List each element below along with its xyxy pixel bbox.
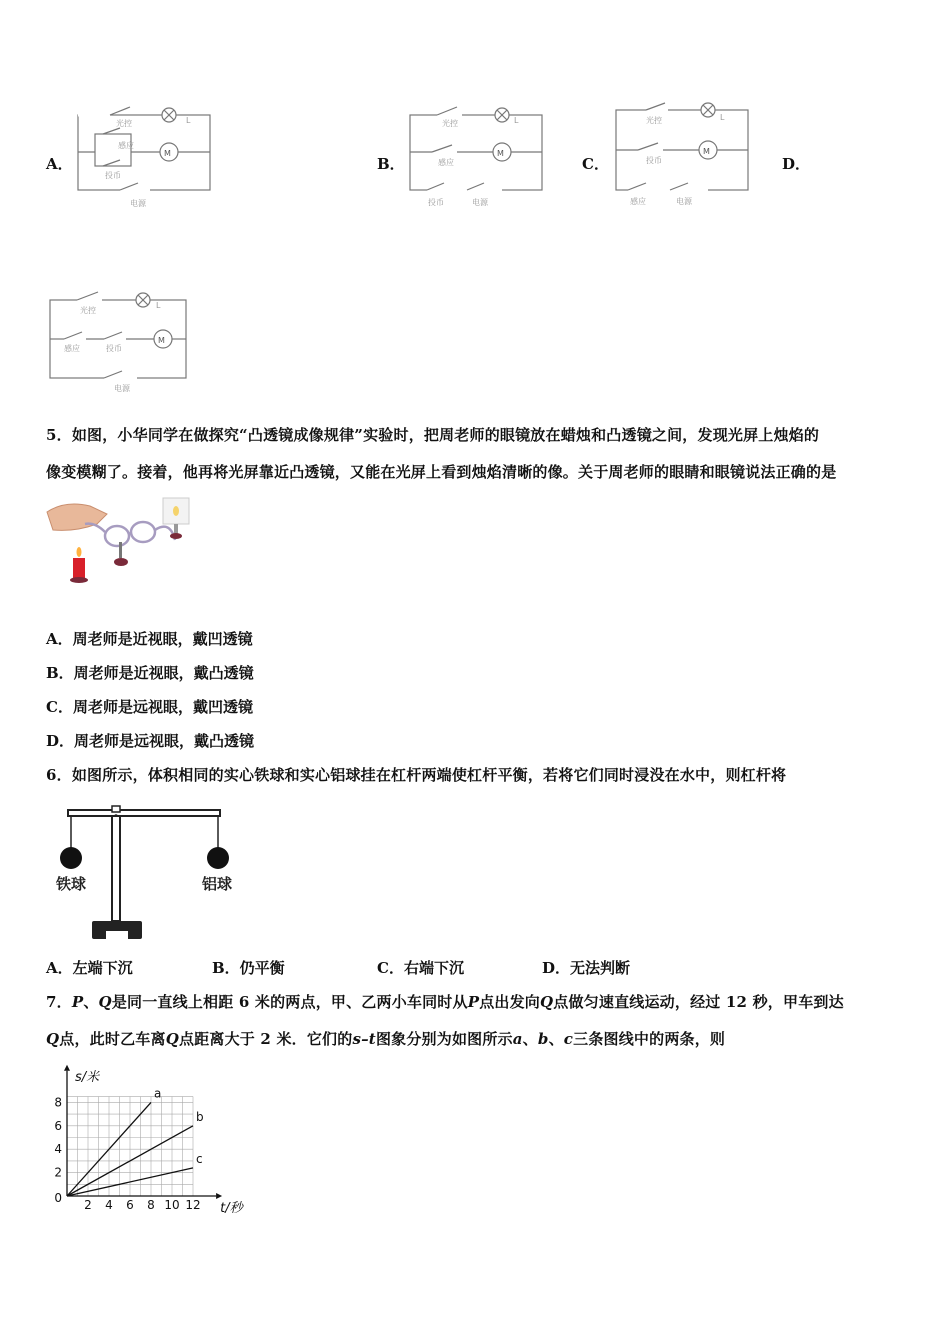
aluminum-ball-label: 铝球 xyxy=(202,875,233,893)
label-coin-switch: 投币 xyxy=(428,198,444,207)
q7-text-7: 三条图线中的两条，则 xyxy=(573,1030,726,1048)
q7-stem-line2: Q点，此时乙车离Q点距离大于 2 米．它们的s–t图象分别为如图所示a、b、c三条图线中的两条，则 xyxy=(46,1030,726,1048)
st-graph xyxy=(40,1060,260,1220)
q6-choice-b[interactable]: B．仍平衡 xyxy=(212,959,285,977)
q7-text-4: 点，此时乙车离 xyxy=(59,1030,166,1048)
q7-stem-line1 xyxy=(46,991,844,1012)
screen-stand xyxy=(170,533,182,539)
label-lamp: L xyxy=(514,116,519,125)
point-q: Q xyxy=(540,993,554,1011)
q6-lever-figure xyxy=(46,800,246,945)
q6-choice-c[interactable]: C．右端下沉 xyxy=(377,959,464,977)
label-lamp: L xyxy=(720,113,725,122)
label-motor: M xyxy=(158,336,165,345)
series-label-b: b xyxy=(196,1109,204,1124)
label-power: 电源 xyxy=(130,199,146,208)
label-light-switch: 光控 xyxy=(646,116,662,125)
y-axis-arrow xyxy=(64,1065,70,1071)
q5-choice-c[interactable]: C．周老师是远视眼，戴凹透镜 xyxy=(46,698,253,716)
label-sense-switch: 感应 xyxy=(630,197,646,206)
lever-support xyxy=(112,816,120,921)
option-d-label: D． xyxy=(782,155,811,173)
line-b-ref: b xyxy=(537,1030,549,1048)
circuit-diagram-c xyxy=(608,100,758,215)
flame-image xyxy=(173,506,179,516)
point-q: Q xyxy=(46,1030,60,1048)
label-power: 电源 xyxy=(114,384,130,393)
q7-text-5: 点距离大于 2 米．它们的 xyxy=(178,1030,353,1048)
circuit-diagram-b xyxy=(402,100,552,215)
separator: 、 xyxy=(83,993,99,1011)
label-lamp: L xyxy=(186,116,191,125)
option-b-label: B． xyxy=(377,155,405,173)
x-tick-label: 6 xyxy=(126,1198,134,1212)
q6-stem: 6．如图所示，体积相同的实心铁球和实心铝球挂在杠杆两端使杠杆平衡，若将它们同时浸没在水中，则杠杆将 xyxy=(46,766,787,784)
line-c-ref: c xyxy=(563,1030,574,1048)
line-a-ref: a xyxy=(512,1030,523,1048)
label-motor: M xyxy=(164,149,171,158)
candle xyxy=(73,558,85,578)
q7-number: 7． xyxy=(46,993,72,1011)
q5-choice-a[interactable]: A．周老师是近视眼，戴凹透镜 xyxy=(46,630,253,648)
option-a-label: A． xyxy=(46,155,73,173)
candle-flame xyxy=(77,547,82,557)
label-power: 电源 xyxy=(676,197,692,206)
y-axis-label: s/米 xyxy=(75,1069,100,1085)
aluminum-ball xyxy=(207,847,229,869)
q5-stem-line2: 像变模糊了。接着，他再将光屏靠近凸透镜，又能在光屏上看到烛焰清晰的像。关于周老师的眼睛和眼镜说法正确的是 xyxy=(46,463,837,481)
series-label-a: a xyxy=(154,1086,162,1101)
y-tick-label: 6 xyxy=(54,1118,62,1133)
label-lamp: L xyxy=(156,301,161,310)
point-q: Q xyxy=(98,993,112,1011)
point-p: P xyxy=(71,993,84,1011)
x-tick-label: 12 xyxy=(185,1198,201,1212)
q5-choice-d[interactable]: D．周老师是远视眼，戴凸透镜 xyxy=(46,732,255,750)
q7-text-1: 是同一直线上相距 6 米的两点，甲、乙两小车同时从 xyxy=(111,993,468,1011)
label-motor: M xyxy=(497,149,504,158)
x-tick-label: 2 xyxy=(84,1198,92,1212)
option-c-label: C． xyxy=(582,155,609,173)
label-light-switch: 光控 xyxy=(80,306,96,315)
label-coin-switch: 投币 xyxy=(105,171,121,180)
x-axis-arrow xyxy=(216,1193,222,1199)
label-coin-switch: 投币 xyxy=(646,156,662,165)
q5-choice-b[interactable]: B．周老师是近视眼，戴凸透镜 xyxy=(46,664,254,682)
label-light-switch: 光控 xyxy=(442,119,458,128)
lever-bar xyxy=(68,810,220,816)
label-sense-switch: 感应 xyxy=(118,141,134,150)
y-tick-label: 2 xyxy=(54,1165,62,1180)
point-q: Q xyxy=(165,1030,179,1048)
x-axis-label: t/秒 xyxy=(220,1201,243,1216)
q6-choice-d[interactable]: D．无法判断 xyxy=(542,959,631,977)
iron-ball xyxy=(60,847,82,869)
label-sense-switch: 感应 xyxy=(64,344,80,353)
q7-text-6: 图象分别为如图所示 xyxy=(375,1030,513,1048)
x-tick-label: 4 xyxy=(105,1198,113,1212)
x-tick-label: 10 xyxy=(164,1198,180,1212)
label-motor: M xyxy=(703,147,710,156)
q5-stem-line1: 5．如图，小华同学在做探究“凸透镜成像规律”实验时，把周老师的眼镜放在蜡烛和凸透镜之间，发现光屏上烛焰的 xyxy=(46,426,820,444)
lens-stand xyxy=(114,558,128,566)
iron-ball-label: 铁球 xyxy=(56,875,87,893)
eyeglasses-icon xyxy=(85,522,175,546)
q6-choice-a[interactable]: A．左端下沉 xyxy=(46,959,133,977)
circuit-diagram-d xyxy=(42,285,192,395)
point-p: P xyxy=(467,993,480,1011)
chart-grid xyxy=(67,1097,193,1196)
st-notation: s–t xyxy=(352,1030,376,1048)
x-tick-label: 8 xyxy=(147,1198,155,1212)
y-tick-label: 4 xyxy=(54,1142,62,1157)
series-label-c: c xyxy=(196,1151,203,1166)
label-light-switch: 光控 xyxy=(116,119,132,128)
label-power: 电源 xyxy=(472,198,488,207)
circuit-diagram-a xyxy=(70,100,220,215)
label-coin-switch: 投币 xyxy=(106,344,122,353)
q7-text-3: 点做匀速直线运动，经过 12 秒，甲车到达 xyxy=(553,993,844,1011)
y-tick-label: 8 xyxy=(54,1095,62,1110)
origin-label: 0 xyxy=(54,1191,62,1205)
q7-text-2: 点出发向 xyxy=(479,993,540,1011)
label-sense-switch: 感应 xyxy=(438,158,454,167)
q5-lens-experiment-figure xyxy=(45,492,195,592)
